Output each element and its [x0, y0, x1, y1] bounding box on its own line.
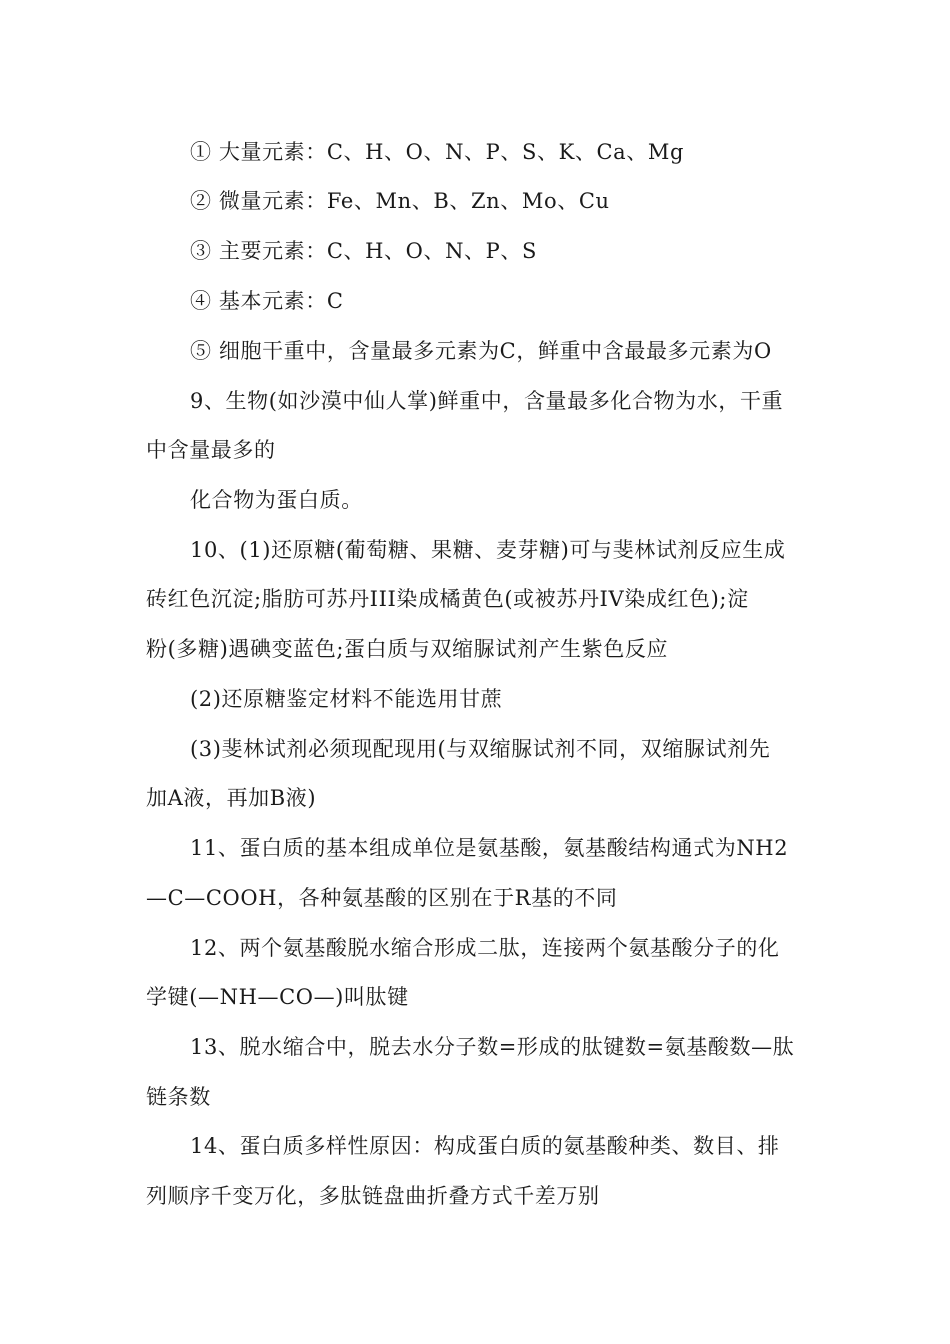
text-line: 加A液，再加B液): [146, 786, 317, 810]
text-line: 11、蛋白质的基本组成单位是氨基酸，氨基酸结构通式为NH2: [190, 836, 789, 860]
text-line: (2)还原糖鉴定材料不能选用甘蔗: [190, 687, 503, 711]
text-line: 学键(—NH—CO—)叫肽键: [146, 985, 409, 1009]
text-line: 粉(多糖)遇碘变蓝色;蛋白质与双缩脲试剂产生紫色反应: [146, 637, 669, 661]
text-line: 列顺序千变万化，多肽链盘曲折叠方式千差万别: [146, 1184, 600, 1208]
text-line: 9、生物(如沙漠中仙人掌)鲜重中，含量最多化合物为水，干重: [190, 389, 784, 413]
text-line: ② 微量元素：Fe、Mn、B、Zn、Mo、Cu: [190, 189, 610, 213]
text-line: 中含量最多的: [146, 438, 276, 462]
text-line: 12、两个氨基酸脱水缩合形成二肽，连接两个氨基酸分子的化: [190, 936, 780, 960]
text-line: ⑤ 细胞干重中，含量最多元素为C，鲜重中含最最多元素为O: [190, 339, 772, 363]
text-line: —C—COOH，各种氨基酸的区别在于R基的不同: [146, 886, 618, 910]
text-line: ④ 基本元素：C: [190, 289, 344, 313]
text-line: ① 大量元素：C、H、O、N、P、S、K、Ca、Mg: [190, 140, 684, 164]
text-line: 10、(1)还原糖(葡萄糖、果糖、麦芽糖)可与斐林试剂反应生成: [190, 538, 786, 562]
text-line: 化合物为蛋白质。: [190, 488, 363, 512]
text-line: 链条数: [146, 1085, 211, 1109]
text-line: 13、脱水缩合中，脱去水分子数=形成的肽键数=氨基酸数—肽: [190, 1035, 795, 1059]
text-line: 14、蛋白质多样性原因：构成蛋白质的氨基酸种类、数目、排: [190, 1134, 780, 1158]
text-line: (3)斐林试剂必须现配现用(与双缩脲试剂不同，双缩脲试剂先: [190, 737, 771, 761]
text-line: ③ 主要元素：C、H、O、N、P、S: [190, 239, 537, 263]
text-line: 砖红色沉淀;脂肪可苏丹III染成橘黄色(或被苏丹IV染成红色);淀: [146, 587, 749, 611]
